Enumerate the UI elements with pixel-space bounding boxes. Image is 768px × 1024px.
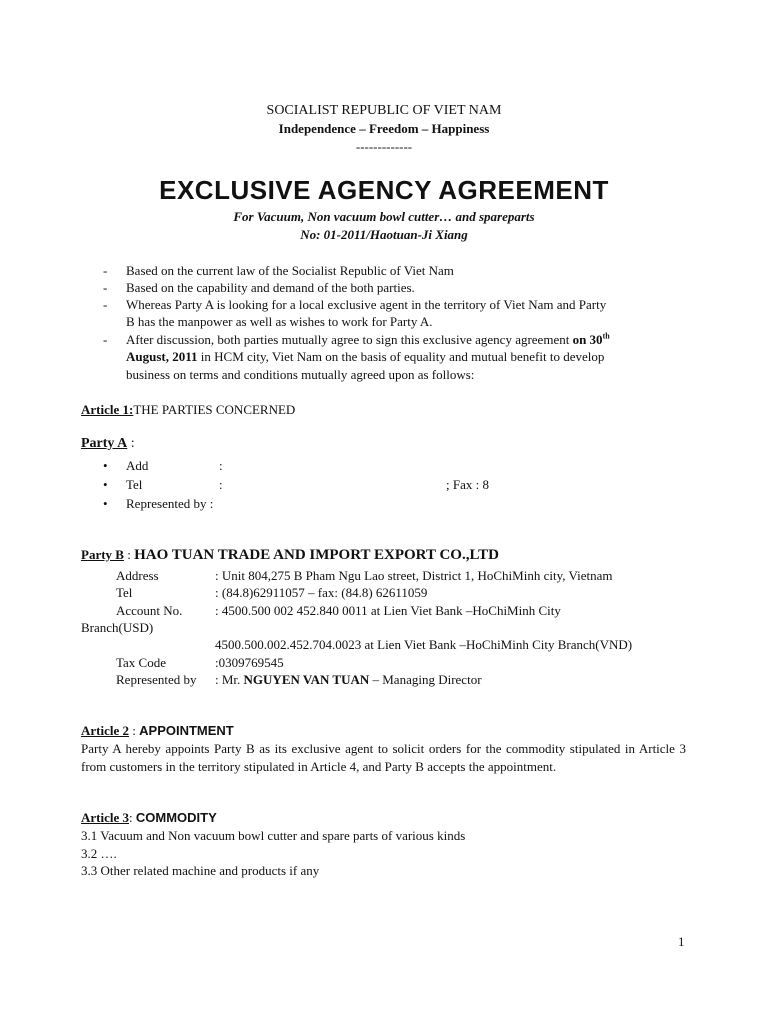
field-colon: :: [219, 477, 223, 492]
document-number: No: 01-2011/Haotuan-Ji Xiang: [300, 227, 468, 242]
party-b-tax-value: :0309769545: [215, 655, 284, 670]
party-b-heading: [81, 546, 499, 564]
article-2-body: Party A hereby appoints Party B as its exclusive agent to solicit orders for the commodity stipulated in Article 3 from customers in the territory stipulated in Article 4, and Party B accepts the appointment.: [81, 741, 686, 774]
preamble-line: Based on the capability and demand of the both parties.: [126, 280, 415, 295]
rep-prefix: : Mr.: [215, 672, 244, 687]
party-b-tax-label: Tax Code: [116, 655, 166, 670]
article-title: THE PARTIES CONCERNED: [133, 402, 296, 417]
party-b-account-label: Account No.: [116, 603, 183, 618]
preamble-line: [126, 331, 610, 348]
party-a-heading: [81, 436, 135, 452]
preamble-dash: -: [103, 297, 108, 312]
motto: Independence – Freedom – Happiness: [278, 121, 490, 136]
party-b-represented-value: [215, 671, 482, 688]
party-b-company-name: HAO TUAN TRADE AND IMPORT EXPORT CO.,LTD: [134, 547, 499, 563]
preamble-dash: -: [103, 332, 108, 347]
party-a-represented-label: Represented by :: [126, 496, 214, 511]
party-b-address-value: : Unit 804,275 B Pham Ngu Lao street, District 1, HoChiMinh city, Vietnam: [215, 568, 613, 583]
commodity-item: 3.1 Vacuum and Non vacuum bowl cutter and spare parts of various kinds: [81, 828, 466, 843]
preamble-dash: -: [103, 263, 108, 278]
article-sep: :: [129, 810, 136, 825]
article-label: Article 2: [81, 723, 130, 738]
party-label: Party A: [81, 436, 128, 451]
party-b-tel-label: Tel: [116, 585, 133, 600]
party-b-address-label: Address: [116, 568, 159, 583]
article-2-heading: [81, 722, 234, 740]
rep-title: – Managing Director: [369, 672, 482, 687]
commodity-item: 3.2 ….: [81, 846, 117, 861]
field-colon: :: [219, 458, 223, 473]
preamble-line: B has the manpower as well as wishes to work for Party A.: [126, 314, 433, 329]
rep-name: NGUYEN VAN TUAN: [243, 672, 370, 687]
party-a-tel-label: Tel: [126, 477, 143, 492]
party-b-represented-label: Represented by: [116, 672, 197, 687]
agreement-date-day: on 30: [572, 332, 603, 347]
article-1-heading: [81, 401, 295, 418]
preamble-dash: -: [103, 280, 108, 295]
preamble-text: in HCM city, Viet Nam on the basis of equality and mutual benefit to develop: [197, 349, 605, 364]
preamble-text: After discussion, both parties mutually agree to sign this exclusive agency agreement: [126, 332, 573, 347]
preamble-line: Based on the current law of the Socialist Republic of Viet Nam: [126, 263, 454, 278]
party-label: Party B: [81, 547, 124, 562]
document-title: EXCLUSIVE AGENCY AGREEMENT: [159, 175, 609, 205]
party-colon: :: [123, 547, 135, 562]
date-suffix: th: [602, 331, 610, 341]
preamble-line: [126, 348, 604, 365]
party-b-account-value-2: 4500.500.002.452.704.0023 at Lien Viet Bank –HoChiMinh City Branch(VND): [215, 637, 633, 652]
article-title: COMMODITY: [135, 810, 217, 825]
party-a-fax: ; Fax : 8: [446, 477, 489, 492]
article-label: Article 1:: [81, 402, 134, 417]
party-a-add-label: Add: [126, 458, 149, 473]
preamble-line: business on terms and conditions mutually agreed upon as follows:: [126, 367, 475, 382]
party-b-account-value: : 4500.500 002 452.840 0011 at Lien Viet Bank –HoChiMinh City: [215, 603, 561, 618]
document-subtitle: For Vacuum, Non vacuum bowl cutter… and spareparts: [233, 209, 535, 224]
party-b-account-cont: Branch(USD): [81, 620, 154, 635]
party-colon: :: [127, 436, 135, 451]
country-heading: SOCIALIST REPUBLIC OF VIET NAM: [266, 103, 502, 118]
bullet-icon: •: [103, 496, 108, 511]
article-3-heading: [81, 809, 217, 827]
separator: -------------: [355, 139, 413, 154]
party-b-tel-value: : (84.8)62911057 – fax: (84.8) 62611059: [215, 585, 428, 600]
article-sep: :: [129, 723, 140, 738]
agreement-date-month: August, 2011: [126, 349, 198, 364]
article-title: APPOINTMENT: [139, 723, 234, 738]
article-label: Article 3: [81, 810, 130, 825]
page-number: 1: [678, 934, 685, 949]
bullet-icon: •: [103, 458, 108, 473]
preamble-line: Whereas Party A is looking for a local exclusive agent in the territory of Viet Nam and Party: [126, 297, 607, 312]
commodity-item: 3.3 Other related machine and products if any: [81, 863, 320, 878]
bullet-icon: •: [103, 477, 108, 492]
